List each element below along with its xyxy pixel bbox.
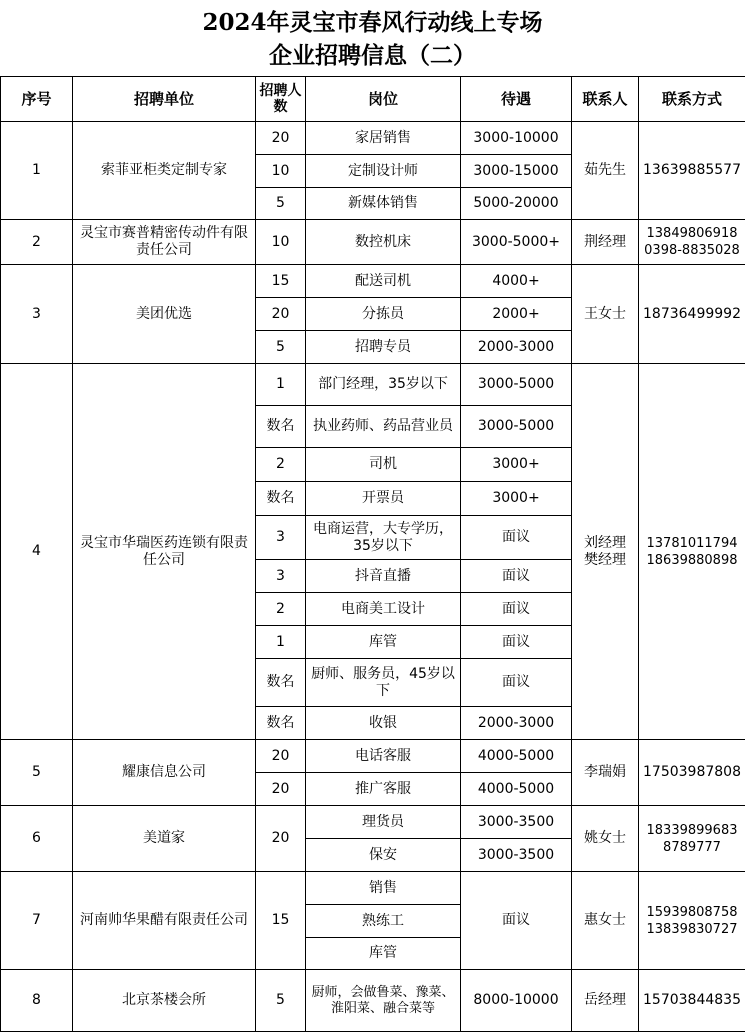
- company-name: 索菲亚柜类定制专家: [73, 122, 256, 220]
- salary-cell: 2000+: [461, 298, 572, 331]
- count-cell: 5: [256, 188, 306, 220]
- position-cell: 厨师、服务员，45岁以下: [306, 659, 461, 707]
- contact-cell: 惠女士: [572, 872, 639, 970]
- position-cell: 执业药师、药品营业员: [306, 406, 461, 448]
- salary-cell: 面议: [461, 872, 572, 970]
- title-line-1: 2024年灵宝市春风行动线上专场: [202, 9, 543, 36]
- position-cell: 部门经理，35岁以下: [306, 364, 461, 406]
- count-cell: 15: [256, 265, 306, 298]
- contact-cell: 荆经理: [572, 220, 639, 265]
- phone-cell: 18736499992: [639, 265, 745, 364]
- position-cell: 配送司机: [306, 265, 461, 298]
- header-seq: 序号: [1, 77, 73, 122]
- contact-cell: 刘经理 樊经理: [572, 364, 639, 740]
- seq-cell: 7: [1, 872, 73, 970]
- count-cell: 数名: [256, 659, 306, 707]
- company-name: 北京茶楼会所: [73, 970, 256, 1032]
- header-contact: 联系人: [572, 77, 639, 122]
- count-cell: 2: [256, 448, 306, 482]
- salary-cell: 3000+: [461, 448, 572, 482]
- salary-cell: 3000-3500: [461, 839, 572, 872]
- count-cell: 20: [256, 298, 306, 331]
- salary-cell: 2000-3000: [461, 707, 572, 740]
- position-cell: 理货员: [306, 806, 461, 839]
- position-cell: 熟练工: [306, 905, 461, 938]
- company-name: 河南帅华果醋有限责任公司: [73, 872, 256, 970]
- salary-cell: 3000+: [461, 482, 572, 516]
- header-position: 岗位: [306, 77, 461, 122]
- phone-cell: 13781011794 18639880898: [639, 364, 745, 740]
- position-cell: 数控机床: [306, 220, 461, 265]
- table-row: [1, 220, 745, 265]
- salary-cell: 面议: [461, 659, 572, 707]
- count-cell: 1: [256, 364, 306, 406]
- position-cell: 招聘专员: [306, 331, 461, 364]
- salary-cell: 3000-10000: [461, 122, 572, 155]
- company-name: 灵宝市华瑞医药连锁有限责任公司: [73, 364, 256, 740]
- salary-cell: 面议: [461, 626, 572, 659]
- header-company: 招聘单位: [73, 77, 256, 122]
- position-cell: 销售: [306, 872, 461, 905]
- count-cell: 20: [256, 740, 306, 773]
- salary-cell: 4000-5000: [461, 740, 572, 773]
- salary-cell: 面议: [461, 516, 572, 560]
- job-table: [0, 76, 745, 1032]
- company-name: 耀康信息公司: [73, 740, 256, 806]
- seq-cell: 1: [1, 122, 73, 220]
- count-cell: 5: [256, 331, 306, 364]
- phone-cell: 13639885577: [639, 122, 745, 220]
- count-cell: 数名: [256, 482, 306, 516]
- position-cell: 电商美工设计: [306, 593, 461, 626]
- company-name: 灵宝市赛普精密传动件有限责任公司: [73, 220, 256, 265]
- phone-cell: 15939808758 13839830727: [639, 872, 745, 970]
- header-count: 招聘人数: [256, 77, 306, 122]
- position-cell: 分拣员: [306, 298, 461, 331]
- count-cell: 5: [256, 970, 306, 1032]
- contact-cell: 姚女士: [572, 806, 639, 872]
- contact-cell: 岳经理: [572, 970, 639, 1032]
- salary-cell: 面议: [461, 593, 572, 626]
- phone-cell: 17503987808: [639, 740, 745, 806]
- count-cell: 1: [256, 626, 306, 659]
- table-row: [1, 265, 745, 298]
- salary-cell: 4000-5000: [461, 773, 572, 806]
- position-cell: 家居销售: [306, 122, 461, 155]
- position-cell: 厨师，会做鲁菜、豫菜、淮阳菜、融合菜等: [306, 970, 461, 1032]
- seq-cell: 6: [1, 806, 73, 872]
- seq-cell: 2: [1, 220, 73, 265]
- position-cell: 推广客服: [306, 773, 461, 806]
- phone-cell: 13849806918 0398-8835028: [639, 220, 745, 265]
- count-cell: 20: [256, 122, 306, 155]
- count-cell: 10: [256, 155, 306, 188]
- count-cell: 3: [256, 560, 306, 593]
- salary-cell: 3000-5000: [461, 364, 572, 406]
- header-salary: 待遇: [461, 77, 572, 122]
- count-cell: 2: [256, 593, 306, 626]
- count-cell: 15: [256, 872, 306, 970]
- position-cell: 抖音直播: [306, 560, 461, 593]
- position-cell: 电话客服: [306, 740, 461, 773]
- table-header-row: [1, 77, 745, 122]
- count-cell: 数名: [256, 406, 306, 448]
- salary-cell: 4000+: [461, 265, 572, 298]
- position-cell: 保安: [306, 839, 461, 872]
- table-row: [1, 970, 745, 1032]
- count-cell: 3: [256, 516, 306, 560]
- count-cell: 数名: [256, 707, 306, 740]
- salary-cell: 3000-3500: [461, 806, 572, 839]
- position-cell: 新媒体销售: [306, 188, 461, 220]
- count-cell: 20: [256, 806, 306, 872]
- table-row: [1, 122, 745, 155]
- page-title: [0, 0, 745, 76]
- position-cell: 库管: [306, 938, 461, 970]
- position-cell: 电商运营，大专学历，35岁以下: [306, 516, 461, 560]
- contact-cell: 王女士: [572, 265, 639, 364]
- title-line-2: 企业招聘信息（二）: [269, 42, 476, 69]
- salary-cell: 3000-15000: [461, 155, 572, 188]
- position-cell: 库管: [306, 626, 461, 659]
- contact-cell: 茹先生: [572, 122, 639, 220]
- company-name: 美道家: [73, 806, 256, 872]
- seq-cell: 4: [1, 364, 73, 740]
- table-row: [1, 364, 745, 406]
- table-row: [1, 740, 745, 773]
- count-cell: 10: [256, 220, 306, 265]
- salary-cell: 2000-3000: [461, 331, 572, 364]
- salary-cell: 面议: [461, 560, 572, 593]
- position-cell: 开票员: [306, 482, 461, 516]
- salary-cell: 8000-10000: [461, 970, 572, 1032]
- salary-cell: 5000-20000: [461, 188, 572, 220]
- count-cell: 20: [256, 773, 306, 806]
- seq-cell: 3: [1, 265, 73, 364]
- position-cell: 司机: [306, 448, 461, 482]
- contact-cell: 李瑞娟: [572, 740, 639, 806]
- seq-cell: 8: [1, 970, 73, 1032]
- phone-cell: 15703844835: [639, 970, 745, 1032]
- table-row: [1, 872, 745, 905]
- phone-cell: 18339899683 8789777: [639, 806, 745, 872]
- seq-cell: 5: [1, 740, 73, 806]
- header-phone: 联系方式: [639, 77, 745, 122]
- company-name: 美团优选: [73, 265, 256, 364]
- position-cell: 收银: [306, 707, 461, 740]
- salary-cell: 3000-5000: [461, 406, 572, 448]
- salary-cell: 3000-5000+: [461, 220, 572, 265]
- position-cell: 定制设计师: [306, 155, 461, 188]
- table-row: [1, 806, 745, 839]
